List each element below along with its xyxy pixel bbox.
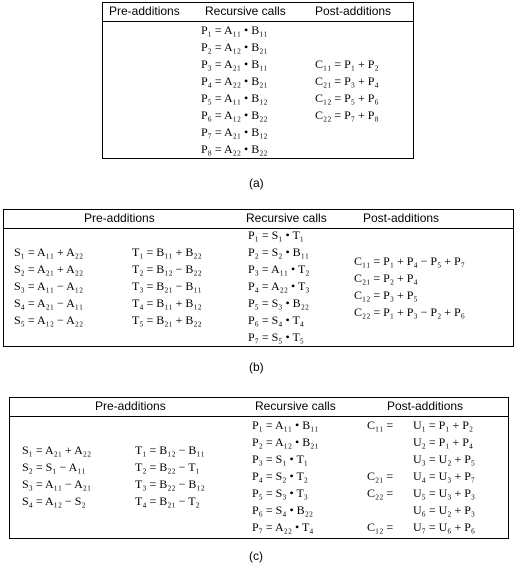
pre-addition-t: T₂ = B₂₂ − T₁ bbox=[135, 460, 200, 474]
post-addition: U₇ = U₆ + P₆ bbox=[413, 520, 476, 534]
table-c bbox=[9, 397, 509, 539]
header-pre-additions: Pre-additions bbox=[84, 211, 155, 225]
post-addition: C₁₂ = P₃ + P₅ bbox=[354, 288, 418, 302]
table-b bbox=[3, 209, 514, 347]
table-c-header bbox=[10, 398, 508, 417]
header-pre-additions: Pre-additions bbox=[95, 399, 166, 413]
recursive-call: P₁ = A₁₁ • B₁₁ bbox=[252, 418, 319, 432]
pre-addition-s: S₃ = A₁₁ − A₁₂ bbox=[14, 279, 84, 293]
pre-addition-t: T₃ = B₂₂ − B₁₂ bbox=[135, 477, 205, 491]
post-addition: C₂₁ = P₃ + P₄ bbox=[315, 74, 379, 88]
recursive-call: P₁ = S₁ • T₁ bbox=[248, 228, 304, 242]
pre-addition-s: S₁ = A₁₁ + A₂₂ bbox=[14, 245, 84, 259]
recursive-call: P₅ = S₃ • B₂₂ bbox=[248, 296, 310, 310]
pre-addition-t: T₁ = B₁₂ − B₁₁ bbox=[135, 443, 205, 457]
post-addition: U₅ = U₃ + P₃ bbox=[413, 486, 476, 500]
post-addition: U₃ = U₂ + P₅ bbox=[413, 452, 476, 466]
recursive-call: P₃ = S₁ • T₁ bbox=[252, 452, 308, 466]
post-addition: C₂₂ = P₁ + P₃ − P₂ + P₆ bbox=[354, 305, 465, 319]
post-addition-output: C₁₁ = bbox=[367, 418, 394, 432]
pre-addition-s: S₁ = A₂₁ + A₂₂ bbox=[22, 443, 92, 457]
recursive-call: P₁ = A₁₁ • B₁₁ bbox=[201, 23, 268, 37]
pre-addition-t: T₂ = B₁₂ − B₂₂ bbox=[132, 262, 202, 276]
post-addition: C₂₁ = P₂ + P₄ bbox=[354, 271, 418, 285]
header-post-additions: Post-additions bbox=[315, 4, 392, 18]
recursive-call: P₃ = A₂₁ • B₁₁ bbox=[201, 57, 268, 71]
pre-addition-t: T₄ = B₂₁ − T₂ bbox=[135, 494, 200, 508]
recursive-call: P₂ = A₁₂ • B₂₁ bbox=[252, 435, 319, 449]
recursive-call: P₄ = A₂₂ • T₃ bbox=[248, 279, 310, 293]
header-recursive-calls: Recursive calls bbox=[205, 4, 286, 18]
recursive-call: P₇ = A₂₁ • B₁₂ bbox=[201, 125, 268, 139]
pre-addition-t: T₄ = B₁₁ + B₁₂ bbox=[132, 296, 202, 310]
recursive-call: P₄ = A₂₂ • B₂₁ bbox=[201, 74, 268, 88]
recursive-call: P₆ = S₄ • B₂₂ bbox=[252, 503, 314, 517]
post-addition-output: C₁₂ = bbox=[367, 520, 394, 534]
recursive-call: P₇ = A₂₂ • T₄ bbox=[252, 520, 314, 534]
table-a-header bbox=[103, 3, 413, 22]
recursive-call: P₆ = A₁₂ • B₂₂ bbox=[201, 108, 268, 122]
caption-a: (a) bbox=[249, 176, 264, 190]
recursive-call: P₇ = S₅ • T₅ bbox=[248, 330, 304, 344]
header-recursive-calls: Recursive calls bbox=[246, 211, 327, 225]
pre-addition-t: T₁ = B₁₁ + B₂₂ bbox=[132, 245, 202, 259]
pre-addition-s: S₄ = A₂₁ − A₁₁ bbox=[14, 296, 84, 310]
table-a bbox=[102, 2, 414, 159]
post-addition: U₁ = P₁ + P₂ bbox=[413, 418, 474, 432]
pre-addition-s: S₃ = A₁₁ − A₂₁ bbox=[22, 477, 92, 491]
pre-addition-s: S₄ = A₁₂ − S₂ bbox=[22, 494, 86, 508]
recursive-call: P₅ = A₁₁ • B₁₂ bbox=[201, 91, 268, 105]
pre-addition-t: T₅ = B₂₁ + B₂₂ bbox=[132, 313, 202, 327]
header-pre-additions: Pre-additions bbox=[109, 4, 180, 18]
pre-addition-s: S₂ = S₁ − A₁₁ bbox=[22, 460, 86, 474]
recursive-call: P₅ = S₃ • T₃ bbox=[252, 486, 308, 500]
post-addition: C₁₁ = P₁ + P₂ bbox=[315, 57, 379, 71]
post-addition: U₆ = U₂ + P₃ bbox=[413, 503, 476, 517]
post-addition-output: C₂₁ = bbox=[367, 469, 394, 483]
pre-addition-t: T₃ = B₂₁ − B₁₁ bbox=[132, 279, 202, 293]
header-recursive-calls: Recursive calls bbox=[255, 399, 336, 413]
recursive-call: P₈ = A₂₂ • B₂₂ bbox=[201, 142, 268, 156]
pre-addition-s: S₂ = A₂₁ + A₂₂ bbox=[14, 262, 84, 276]
post-addition: C₁₂ = P₅ + P₆ bbox=[315, 91, 379, 105]
recursive-call: P₃ = A₁₁ • T₂ bbox=[248, 262, 310, 276]
post-addition-output: C₂₂ = bbox=[367, 486, 394, 500]
caption-c: (c) bbox=[249, 549, 263, 563]
recursive-call: P₂ = S₂ • B₁₁ bbox=[248, 245, 310, 259]
recursive-call: P₂ = A₁₂ • B₂₁ bbox=[201, 40, 268, 54]
post-addition: U₄ = U₃ + P₇ bbox=[413, 469, 476, 483]
pre-addition-s: S₅ = A₁₂ − A₂₂ bbox=[14, 313, 84, 327]
recursive-call: P₆ = S₄ • T₄ bbox=[248, 313, 304, 327]
recursive-call: P₄ = S₂ • T₂ bbox=[252, 469, 308, 483]
caption-b: (b) bbox=[249, 360, 264, 374]
post-addition: C₁₁ = P₁ + P₄ − P₅ + P₇ bbox=[354, 254, 465, 268]
header-post-additions: Post-additions bbox=[387, 399, 464, 413]
post-addition: C₂₂ = P₇ + P₈ bbox=[315, 108, 379, 122]
header-post-additions: Post-additions bbox=[363, 211, 440, 225]
post-addition: U₂ = P₁ + P₄ bbox=[413, 435, 474, 449]
